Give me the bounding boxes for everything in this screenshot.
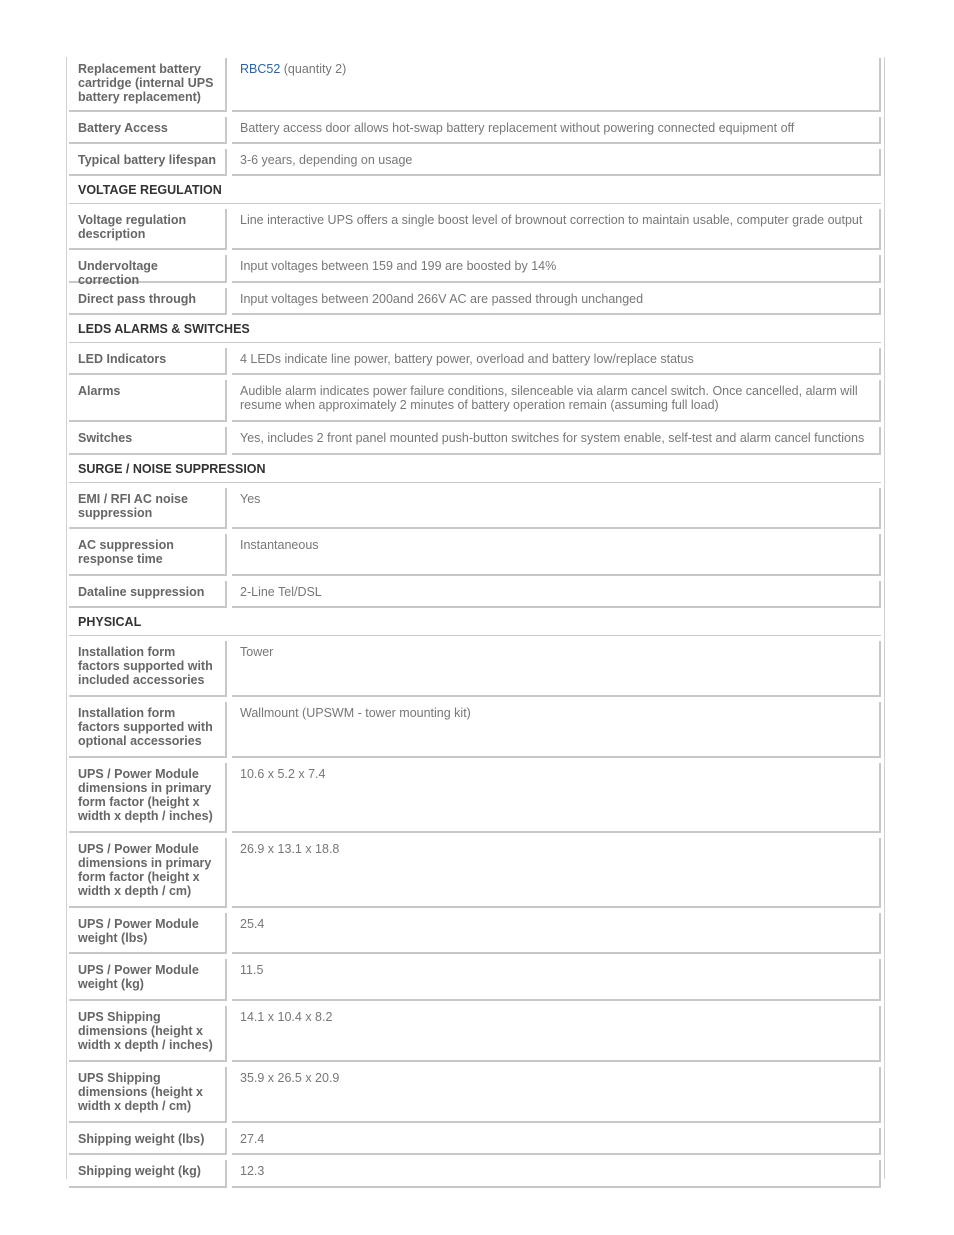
spec-row [69, 641, 881, 697]
spec-label: Voltage regulation description [69, 209, 227, 250]
spec-row [69, 1128, 881, 1155]
spec-value: Input voltages between 200and 266V AC are passed through unchanged [232, 288, 881, 315]
spec-value: Battery access door allows hot-swap battery replacement without powering connected equipment off [232, 117, 881, 144]
spec-row [69, 534, 881, 576]
spec-row [69, 838, 881, 908]
spec-value: 12.3 [232, 1160, 881, 1188]
spec-label: Shipping weight (kg) [69, 1160, 227, 1188]
spec-row [69, 209, 881, 250]
section-header: SURGE / NOISE SUPPRESSION [69, 460, 881, 483]
spec-label: UPS / Power Module weight (lbs) [69, 913, 227, 954]
spec-value [232, 58, 881, 112]
spec-value: Instantaneous [232, 534, 881, 576]
spec-label: Installation form factors supported with included accessories [69, 641, 227, 697]
spec-value: Input voltages between 159 and 199 are boosted by 14% [232, 255, 881, 283]
spec-row [69, 1160, 881, 1188]
spec-value: 25.4 [232, 913, 881, 954]
spec-value: 3-6 years, depending on usage [232, 149, 881, 176]
spec-row [69, 288, 881, 315]
section-header: PHYSICAL [69, 613, 881, 636]
spec-value: Audible alarm indicates power failure conditions, silenceable via alarm cancel switch. Once cancelled, alarm will resume when approximately 2 minutes of battery operation remain (assuming full load) [232, 380, 881, 422]
spec-row [69, 959, 881, 1001]
spec-value: Yes [232, 488, 881, 529]
spec-label: Typical battery lifespan [69, 149, 227, 176]
spec-label: Shipping weight (lbs) [69, 1128, 227, 1155]
spec-row [69, 913, 881, 954]
spec-row [69, 380, 881, 422]
spec-value: Tower [232, 641, 881, 697]
spec-label: Battery Access [69, 117, 227, 144]
spec-row [69, 702, 881, 758]
spec-value: 4 LEDs indicate line power, battery power, overload and battery low/replace status [232, 348, 881, 375]
spec-row [69, 117, 881, 144]
spec-row [69, 255, 881, 287]
spec-label: Switches [69, 427, 227, 455]
spec-label: EMI / RFI AC noise suppression [69, 488, 227, 529]
spec-label: Alarms [69, 380, 227, 422]
spec-table [69, 58, 881, 1193]
spec-label: AC suppression response time [69, 534, 227, 576]
spec-row [69, 1067, 881, 1123]
spec-row [69, 488, 881, 529]
spec-label: UPS / Power Module dimensions in primary form factor (height x width x depth / inches) [69, 763, 227, 833]
spec-value: 35.9 x 26.5 x 20.9 [232, 1067, 881, 1123]
spec-label: Installation form factors supported with optional accessories [69, 702, 227, 758]
spec-row [69, 581, 881, 608]
spec-label: Replacement battery cartridge (internal UPS battery replacement) [69, 58, 227, 112]
spec-label: Dataline suppression [69, 581, 227, 608]
spec-value: Yes, includes 2 front panel mounted push-button switches for system enable, self-test and alarm cancel functions [232, 427, 881, 455]
quantity-text: (quantity 2) [280, 62, 347, 76]
spec-row [69, 763, 881, 833]
section-header: LEDS ALARMS & SWITCHES [69, 320, 881, 343]
spec-value: 11.5 [232, 959, 881, 1001]
rbc52-link[interactable]: RBC52 [240, 62, 281, 76]
spec-label: UPS Shipping dimensions (height x width x depth / inches) [69, 1006, 227, 1062]
spec-row [69, 427, 881, 455]
spec-label: LED Indicators [69, 348, 227, 375]
spec-value: 10.6 x 5.2 x 7.4 [232, 763, 881, 833]
spec-value: Wallmount (UPSWM - tower mounting kit) [232, 702, 881, 758]
spec-row [69, 348, 881, 375]
spec-label: Direct pass through [69, 288, 227, 315]
spec-label: UPS / Power Module dimensions in primary form factor (height x width x depth / cm) [69, 838, 227, 908]
spec-value: 26.9 x 13.1 x 18.8 [232, 838, 881, 908]
spec-label: UPS / Power Module weight (kg) [69, 959, 227, 1001]
section-header: VOLTAGE REGULATION [69, 181, 881, 204]
spec-value: 14.1 x 10.4 x 8.2 [232, 1006, 881, 1062]
spec-row [69, 1006, 881, 1062]
spec-label: UPS Shipping dimensions (height x width x depth / cm) [69, 1067, 227, 1123]
spec-value: 27.4 [232, 1128, 881, 1155]
spec-row [69, 149, 881, 176]
spec-value: Line interactive UPS offers a single boost level of brownout correction to maintain usable, computer grade output [232, 209, 881, 250]
spec-row [69, 58, 881, 112]
spec-value: 2-Line Tel/DSL [232, 581, 881, 608]
spec-label: Undervoltage correction [69, 255, 227, 283]
